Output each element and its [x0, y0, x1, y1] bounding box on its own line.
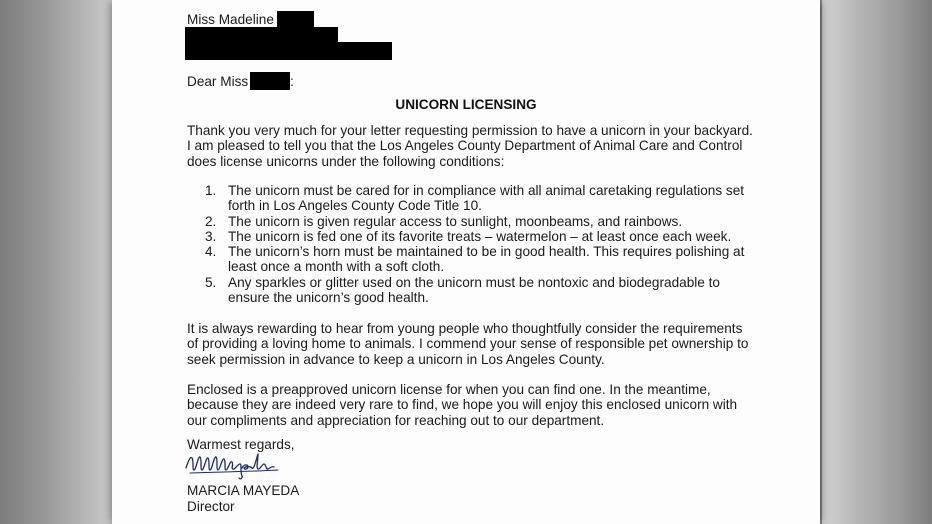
condition-number: 3. — [205, 228, 217, 244]
condition-item — [205, 229, 750, 244]
intro-line: does license unicorns under the following conditions: — [187, 153, 505, 169]
intro-paragraph — [187, 123, 753, 169]
background-right-blur — [822, 0, 932, 524]
letter-page — [112, 0, 820, 524]
condition-line: forth in Los Angeles County Code Title 10. — [228, 198, 482, 214]
paragraph-line: our compliments and appreciation for reaching out to our department. — [187, 412, 605, 428]
redaction-surname — [277, 11, 314, 27]
condition-line: ensure the unicorn’s good health. — [228, 290, 429, 306]
paragraph-line: seek permission in advance to keep a unicorn in Los Angeles County. — [187, 351, 605, 367]
redaction-address-line-2 — [185, 42, 392, 60]
paragraph-line: It is always rewarding to hear from young people who thoughtfully consider the requirements — [187, 321, 743, 336]
condition-number: 1. — [205, 183, 217, 198]
condition-item — [205, 183, 750, 214]
salutation: Dear Miss — [187, 74, 249, 89]
conditions-list — [205, 183, 750, 305]
signatory-name: MARCIA MAYEDA — [187, 483, 300, 498]
closing-regards: Warmest regards, — [187, 437, 295, 452]
recipient-name: Miss Madeline — [187, 12, 274, 27]
intro-line: I am pleased to tell you that the Los Angeles County Department of Animal Care and Control — [187, 138, 743, 154]
condition-item — [205, 214, 750, 229]
condition-item — [205, 244, 750, 275]
intro-line: Thank you very much for your letter requesting permission to have a unicorn in your backyard. — [187, 123, 753, 138]
paragraph-line: of providing a loving home to animals. I commend your sense of responsible pet ownership to — [187, 336, 749, 352]
commendation-paragraph — [187, 321, 749, 367]
enclosure-paragraph — [187, 382, 745, 428]
redaction-salutation-name — [250, 72, 290, 90]
condition-item — [205, 275, 750, 306]
paragraph-line: because they are indeed very rare to find, we hope you will enjoy this enclosed unicorn with — [187, 397, 738, 413]
condition-line: The unicorn must be cared for in compliance with all animal caretaking regulations set — [228, 183, 745, 198]
condition-line: Any sparkles or glitter used on the unicorn must be nontoxic and biodegradable to — [228, 274, 720, 290]
condition-line: The unicorn is given regular access to sunlight, moonbeams, and rainbows. — [228, 213, 683, 229]
condition-line: The unicorn is fed one of its favorite treats – watermelon – at least once each week. — [228, 228, 732, 244]
handwritten-signature — [182, 448, 292, 482]
background-left-blur — [0, 0, 118, 524]
signatory-title: Director — [187, 499, 235, 514]
condition-number: 2. — [205, 213, 217, 229]
salutation-colon: : — [290, 74, 294, 89]
paragraph-line: Enclosed is a preapproved unicorn license for when you can find one. In the meantime, — [187, 382, 711, 397]
condition-line: The unicorn’s horn must be maintained to be in good health. This requires polishing at — [228, 244, 745, 260]
condition-number: 4. — [205, 244, 217, 260]
condition-line: least once a month with a soft cloth. — [228, 259, 445, 275]
letter-title: UNICORN LICENSING — [395, 97, 537, 112]
condition-number: 5. — [205, 274, 217, 290]
